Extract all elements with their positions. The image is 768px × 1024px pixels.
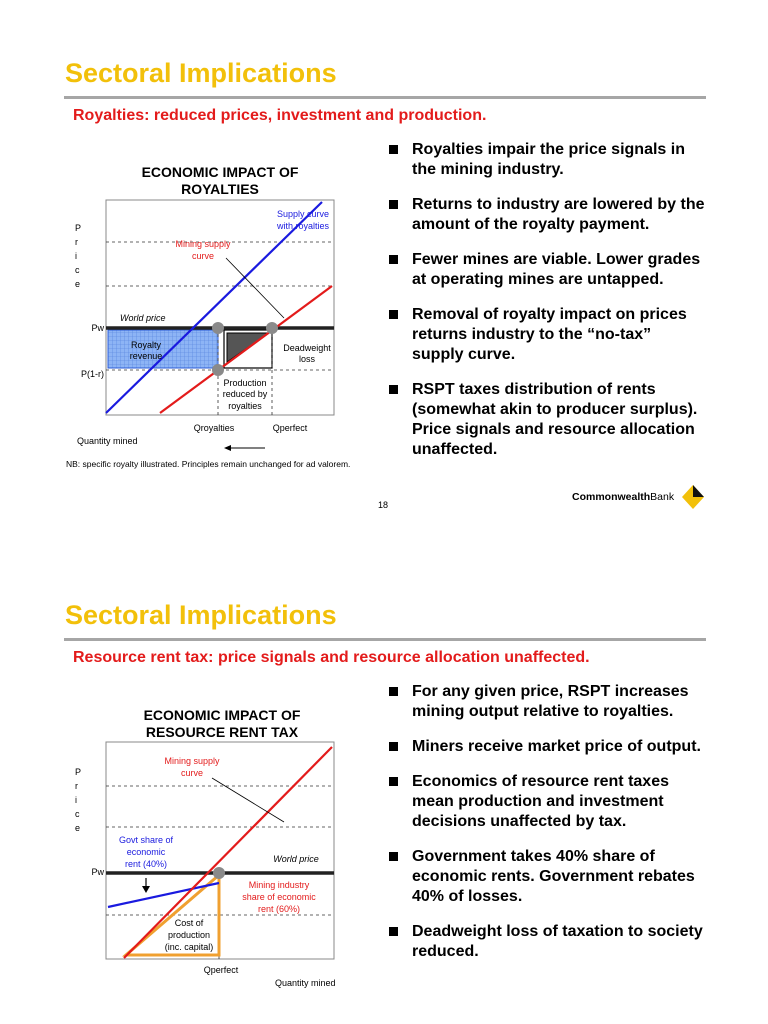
axis-price-r: r (75, 237, 78, 247)
plot-frame (106, 200, 334, 415)
bullet-item (386, 737, 706, 757)
bullet-list (386, 682, 706, 977)
axis-quantity-label: Quantity mined (77, 436, 138, 446)
reduction-arrowhead (224, 445, 231, 451)
bullet-square-icon (389, 852, 398, 861)
axis-price-e: e (75, 823, 81, 833)
mining-supply-label-1: Mining supply (164, 756, 220, 766)
production-label-1: Production (223, 378, 267, 388)
govt-share-line (108, 883, 219, 907)
bullet-text: Government takes 40% share of economic rents. Government rebates 40% of losses. (412, 848, 695, 905)
bullet-item (386, 250, 706, 290)
mining-supply-label-2: curve (191, 251, 215, 261)
bullet-text: Royalties impair the price signals in the mining industry. (412, 141, 685, 178)
bullet-item (386, 305, 706, 365)
qperfect-label: Qperfect (272, 423, 308, 433)
bullet-square-icon (389, 385, 398, 394)
industry-share-label-1: Mining industry (248, 880, 310, 890)
mining-supply-label-1: Mining supply (175, 239, 231, 249)
world-price-label: World price (273, 854, 319, 864)
supply-curve-royalties (106, 202, 322, 413)
equilibrium-dot-perfect (266, 322, 278, 334)
bullet-square-icon (389, 742, 398, 751)
p1r-label: P(1-r) (81, 369, 104, 379)
bullet-text: Miners receive market price of output. (412, 738, 701, 755)
chart-title: ECONOMIC IMPACT OF RESOURCE RENT TAX (143, 707, 301, 740)
production-label-2: reduced by (222, 389, 268, 399)
world-price-label: World price (120, 313, 166, 323)
chart-title: ECONOMIC IMPACT OF ROYALTIES (141, 164, 299, 197)
logo-bold: Commonwealth (572, 491, 651, 503)
equilibrium-dot (213, 867, 225, 879)
diamond-logo-icon (682, 485, 704, 509)
axis-price-e: e (75, 279, 81, 289)
supply-royalties-label-1: Supply curve (276, 209, 329, 219)
pw-label: Pw (91, 867, 104, 877)
pointer-line (212, 778, 284, 822)
cost-label-3: (inc. capital) (164, 942, 214, 952)
bullet-item (386, 195, 706, 235)
axis-quantity-label: Quantity mined (275, 978, 336, 988)
axis-price-p: P (75, 223, 82, 233)
equilibrium-dot-royalty (212, 322, 224, 334)
page-number: 18 (378, 500, 389, 510)
deadweight-label-1: Deadweight (283, 343, 331, 353)
bullet-text: For any given price, RSPT increases mining output relative to royalties. (412, 683, 689, 720)
royalty-revenue-label-1: Royalty (130, 340, 162, 350)
mining-supply-label-2: curve (180, 768, 204, 778)
bullet-item (386, 847, 706, 907)
bullet-item (386, 380, 706, 460)
bullet-square-icon (389, 200, 398, 209)
cost-label-1: Cost of (174, 918, 204, 928)
bullet-item (386, 922, 706, 962)
bullet-text: Fewer mines are viable. Lower grades at operating mines are untapped. (412, 251, 701, 288)
slide-title: Sectoral Implications (65, 58, 337, 88)
axis-price-i: i (75, 251, 77, 261)
cost-label-2: production (167, 930, 211, 940)
qroyalties-label: Qroyalties (193, 423, 235, 433)
supply-royalties-label-2: with royalties (276, 221, 329, 231)
slide-subtitle: Resource rent tax: price signals and resource allocation unaffected. (73, 649, 590, 666)
bullet-text: Returns to industry are lowered by the amount of the royalty payment. (412, 196, 705, 233)
axis-price-c: c (75, 265, 80, 275)
commonwealth-bank-logo (572, 484, 704, 510)
deadweight-label-2: loss (298, 354, 316, 364)
industry-share-label-3: rent (60%) (257, 904, 301, 914)
bullet-text: RSPT taxes distribution of rents (somewhat akin to producer surplus). Price signals and resource allocation unaffected. (412, 381, 698, 458)
slide-subtitle: Royalties: reduced prices, investment and production. (73, 107, 487, 124)
govt-share-label-2: economic (126, 847, 166, 857)
bullet-square-icon (389, 687, 398, 696)
logo-regular: Bank (650, 491, 675, 503)
production-label-3: royalties (228, 401, 262, 411)
industry-share-label-2: share of economic (242, 892, 316, 902)
qperfect-label: Qperfect (203, 965, 239, 975)
govt-arrowhead (142, 886, 150, 893)
bullet-square-icon (389, 145, 398, 154)
bullet-square-icon (389, 927, 398, 936)
bullet-square-icon (389, 310, 398, 319)
axis-price-r: r (75, 781, 78, 791)
axis-price-c: c (75, 809, 80, 819)
govt-share-label-1: Govt share of (118, 835, 174, 845)
pw-label: Pw (91, 323, 104, 333)
slide-resource-rent-tax (0, 542, 768, 1024)
bullet-square-icon (389, 777, 398, 786)
royalty-revenue-label-2: revenue (129, 351, 163, 361)
bullet-list (386, 140, 706, 475)
p1r-dot (212, 364, 224, 376)
bullet-item (386, 772, 706, 832)
logo-text (572, 491, 674, 503)
bullet-text: Economics of resource rent taxes mean production and investment decisions unaffected by tax. (412, 773, 669, 830)
bullet-item (386, 682, 706, 722)
govt-share-label-3: rent (40%) (124, 859, 168, 869)
royalty-revenue-area (108, 330, 218, 368)
bullet-text: Removal of royalty impact on prices returns industry to the “no-tax” supply curve. (412, 306, 687, 363)
bullet-square-icon (389, 255, 398, 264)
bullet-text: Deadweight loss of taxation to society reduced. (412, 923, 703, 960)
slide-title: Sectoral Implications (65, 600, 337, 630)
footnote: NB: specific royalty illustrated. Principles remain unchanged for ad valorem. (66, 459, 351, 469)
bullet-item (386, 140, 706, 180)
axis-price-i: i (75, 795, 77, 805)
axis-price-p: P (75, 767, 82, 777)
